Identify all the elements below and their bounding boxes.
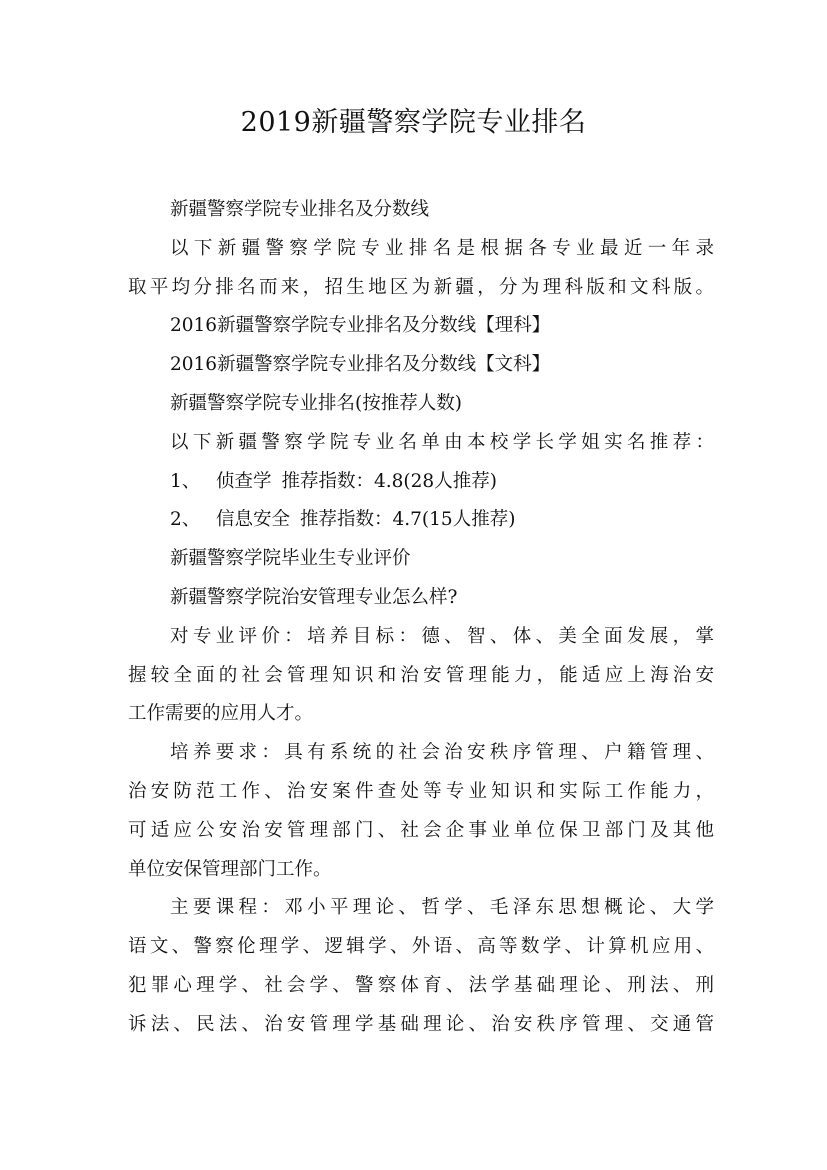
ranking-number: 1、 (170, 470, 201, 492)
paragraph-line: 单位安保管理部门工作。 (128, 858, 332, 880)
paragraph-line: 以下新疆警察学院专业名单由本校学长学姐实名推荐： (170, 431, 714, 453)
ranking-number: 2、 (170, 509, 201, 531)
paragraph-line: 语文、警察伦理学、逻辑学、外语、高等数学、计算机应用、 (128, 936, 714, 958)
paragraph-line: 新疆警察学院专业排名(按推荐人数) (170, 392, 462, 414)
paragraph-line: 新疆警察学院毕业生专业评价 (170, 548, 411, 570)
ranking-major: 侦查学 (216, 470, 272, 492)
paragraph-line: 取平均分排名而来，招生地区为新疆，分为理科版和文科版。 (128, 276, 714, 298)
paragraph-line: 以下新疆警察学院专业排名是根据各专业最近一年录 (170, 237, 714, 259)
ranking-item (128, 501, 714, 540)
paragraph-line: 新疆警察学院治安管理专业怎么样? (170, 586, 458, 608)
paragraph-line: 主要课程：邓小平理论、哲学、毛泽东思想概论、大学 (170, 897, 714, 919)
ranking-score: 推荐指数：4.7(15人推荐) (300, 509, 516, 531)
paragraph-line: 犯罪心理学、社会学、警察体育、法学基础理论、刑法、刑 (128, 974, 714, 996)
ranking-item (128, 463, 714, 502)
paragraph-line: 2016新疆警察学院专业排名及分数线【理科】 (170, 315, 551, 337)
paragraph-line: 诉法、民法、治安管理学基础理论、治安秩序管理、交通管 (128, 1013, 714, 1035)
paragraph-heading: 新疆警察学院专业排名及分数线 (170, 199, 430, 220)
document-title: 2019新疆警察学院专业排名 (240, 107, 587, 138)
paragraph-line: 培养要求：具有系统的社会治安秩序管理、户籍管理、 (170, 742, 714, 764)
paragraph-line: 2016新疆警察学院专业排名及分数线【文科】 (170, 354, 551, 376)
paragraph-line: 握较全面的社会管理知识和治安管理能力，能适应上海治安 (128, 664, 714, 686)
ranking-major: 信息安全 (216, 509, 291, 531)
paragraph-line: 可适应公安治安管理部门、社会企事业单位保卫部门及其他 (128, 819, 714, 841)
paragraph-line: 工作需要的应用人才。 (128, 703, 314, 725)
paragraph-line: 对专业评价：培养目标：德、智、体、美全面发展，掌 (170, 625, 714, 647)
ranking-score: 推荐指数：4.8(28人推荐) (281, 470, 497, 492)
document-body (128, 191, 714, 1045)
paragraph-line: 治安防范工作、治安案件查处等专业知识和实际工作能力， (128, 780, 714, 802)
